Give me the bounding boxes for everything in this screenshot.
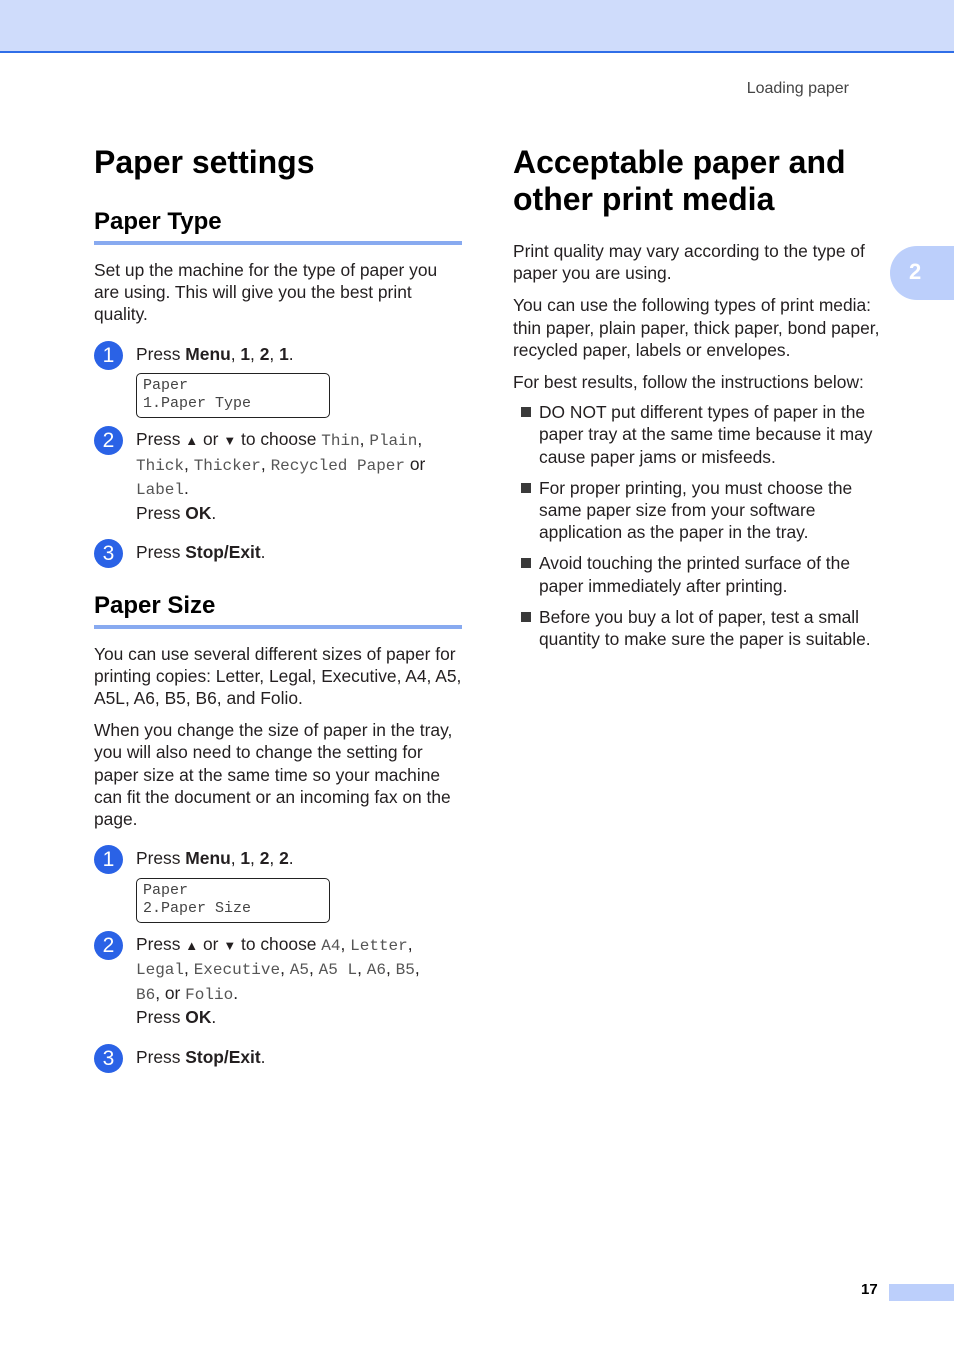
separator: , xyxy=(184,453,194,474)
section-title-paper-settings: Paper settings xyxy=(94,144,315,180)
option-folio: Folio xyxy=(185,985,234,1004)
separator: , xyxy=(340,933,351,954)
option-executive: Executive xyxy=(193,961,281,980)
step-text: to choose xyxy=(236,933,322,954)
up-arrow-icon: ▲ xyxy=(185,937,199,953)
paper-size-step-1 xyxy=(94,847,462,870)
down-arrow-icon: ▼ xyxy=(223,937,237,953)
separator: , xyxy=(250,848,260,869)
separator: , xyxy=(184,958,194,979)
running-header: Loading paper xyxy=(746,80,849,97)
separator: , xyxy=(269,848,280,869)
separator: , xyxy=(230,848,241,869)
paper-size-para-1: You can use several different sizes of paper for printing copies: Letter, Legal, Executive, A4, A5, A5L, A6, B5, B6, and Folio. xyxy=(94,643,462,709)
step-text: or xyxy=(405,453,426,474)
option-label: Label xyxy=(136,481,185,500)
chapter-tab xyxy=(890,246,954,300)
step-text: Press xyxy=(136,502,186,523)
option-b6: B6 xyxy=(136,985,156,1004)
option-plain: Plain xyxy=(369,432,418,451)
option-thicker: Thicker xyxy=(193,456,261,475)
step-text: Press xyxy=(136,1007,186,1028)
step-end: . xyxy=(260,542,266,563)
menu-key: Menu xyxy=(185,343,231,364)
step-end: . xyxy=(288,343,294,364)
up-arrow-icon: ▲ xyxy=(185,433,199,449)
step-text: Press xyxy=(136,933,186,954)
step-end: . xyxy=(260,1046,266,1067)
left-column xyxy=(94,144,462,1068)
option-a5: A5 xyxy=(289,961,309,980)
option-a4: A4 xyxy=(321,936,341,955)
option-letter: Letter xyxy=(350,936,408,955)
paper-size-step-2 xyxy=(94,933,462,1029)
step-text: , or xyxy=(155,982,186,1003)
key-2: 2 xyxy=(259,343,270,364)
step-end: . xyxy=(211,1007,217,1028)
separator: , xyxy=(407,933,413,954)
step-text: to choose xyxy=(236,429,322,450)
down-arrow-icon: ▼ xyxy=(223,433,237,449)
lcd-line-1: Paper xyxy=(143,377,189,395)
step-text: Press xyxy=(136,542,186,563)
step-number-icon: 3 xyxy=(94,539,123,568)
step-text: Press xyxy=(136,429,186,450)
step-end: . xyxy=(233,982,239,1003)
step-text: Press xyxy=(136,343,186,364)
media-para-2: You can use the following types of print media: thin paper, plain paper, thick paper, bond paper, recycled paper, labels or envelopes. xyxy=(513,295,880,360)
right-column xyxy=(513,144,885,650)
option-thick: Thick xyxy=(136,456,185,475)
ok-key: OK xyxy=(185,502,212,523)
lcd-display-paper-type xyxy=(136,373,330,418)
key-2: 2 xyxy=(259,848,270,869)
step-text: or xyxy=(198,933,224,954)
paper-size-para-2: When you change the size of paper in the tray, you will also need to change the setting for paper size at the same time so your machine can fit the document or an incoming fax on the page. xyxy=(94,720,453,830)
step-text: Press xyxy=(136,848,186,869)
key-3: 1 xyxy=(279,343,289,364)
separator: , xyxy=(260,453,271,474)
separator: , xyxy=(357,958,367,979)
separator: , xyxy=(359,429,370,450)
separator: , xyxy=(230,343,241,364)
paper-type-step-3 xyxy=(94,541,462,564)
option-thin: Thin xyxy=(321,432,360,451)
step-number-icon: 2 xyxy=(94,426,123,455)
menu-key: Menu xyxy=(185,848,231,869)
page-number: 17 xyxy=(861,1281,878,1298)
paper-type-step-1 xyxy=(94,343,462,366)
footer-band xyxy=(889,1284,954,1301)
step-number-icon: 2 xyxy=(94,931,123,960)
bullet-item: DO NOT put different types of paper in the paper tray at the same time because it may cause paper jams or misfeeds. xyxy=(513,401,885,468)
stop-exit-key: Stop/Exit xyxy=(185,1046,261,1067)
key-1: 1 xyxy=(240,848,251,869)
step-number-icon: 1 xyxy=(94,341,123,370)
key-3: 2 xyxy=(279,848,289,869)
lcd-line-2: 1.Paper Type xyxy=(143,395,252,413)
header-band xyxy=(0,0,954,53)
option-a5l: A5 L xyxy=(318,961,358,980)
heading-paper-size: Paper Size xyxy=(94,591,462,629)
separator: , xyxy=(385,958,396,979)
step-text: Press xyxy=(136,1046,186,1067)
media-para-3: For best results, follow the instructions below: xyxy=(513,372,864,393)
chapter-number: 2 xyxy=(909,259,922,284)
bullet-item: Before you buy a lot of paper, test a small quantity to make sure the paper is suitable. xyxy=(513,606,885,650)
step-end: . xyxy=(184,478,189,499)
media-para-1: Print quality may vary according to the type of paper you are using. xyxy=(513,241,865,284)
paper-type-intro: Set up the machine for the type of paper you are using. This will give you the best print quality. xyxy=(94,260,438,325)
separator: , xyxy=(250,343,260,364)
option-recycled-paper: Recycled Paper xyxy=(270,456,405,475)
stop-exit-key: Stop/Exit xyxy=(185,542,261,563)
step-end: . xyxy=(288,848,294,869)
step-number-icon: 3 xyxy=(94,1044,123,1073)
paper-type-step-2 xyxy=(94,428,462,524)
section-title-acceptable-paper: Acceptable paper and other print media xyxy=(513,144,846,217)
key-1: 1 xyxy=(240,343,251,364)
option-legal: Legal xyxy=(136,961,185,980)
step-end: . xyxy=(211,502,217,523)
bullet-item: Avoid touching the printed surface of the paper immediately after printing. xyxy=(513,552,885,596)
ok-key: OK xyxy=(185,1007,212,1028)
bullet-item: For proper printing, you must choose the same paper size from your software application as the paper in the tray. xyxy=(513,477,885,544)
option-b5: B5 xyxy=(395,961,415,980)
lcd-display-paper-size xyxy=(136,878,330,923)
separator: , xyxy=(417,429,423,450)
separator: , xyxy=(280,958,290,979)
lcd-line-1: Paper xyxy=(143,881,189,899)
paper-size-step-3 xyxy=(94,1046,462,1069)
separator: , xyxy=(414,958,420,979)
separator: , xyxy=(308,958,319,979)
option-a6: A6 xyxy=(366,961,386,980)
separator: , xyxy=(269,343,280,364)
lcd-line-2: 2.Paper Size xyxy=(143,899,252,917)
heading-paper-type: Paper Type xyxy=(94,207,462,245)
step-text: or xyxy=(198,429,224,450)
step-number-icon: 1 xyxy=(94,845,123,874)
